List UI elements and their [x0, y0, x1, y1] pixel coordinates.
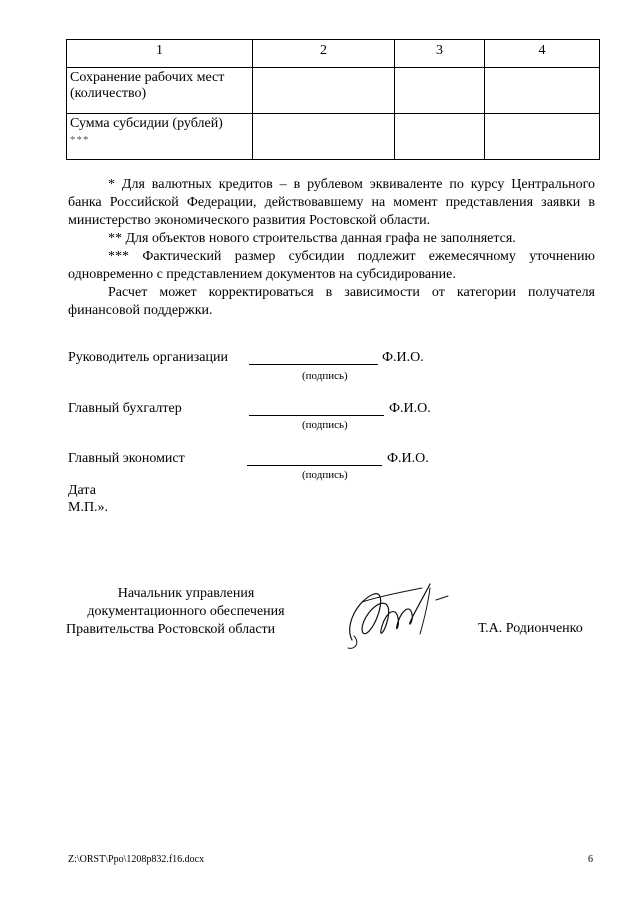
- footnote-1: * Для валютных кредитов – в рублевом эквиваленте по курсу Центрального банка Российской Федерации, действовавшему на момент представления заявки в министерство экономического развития Ростовской области.: [68, 177, 595, 228]
- table-header-row: [67, 40, 600, 68]
- table-header-cell: 2: [253, 40, 395, 68]
- signature-role: Руководитель организации: [68, 350, 228, 365]
- signature-line: [247, 465, 382, 466]
- date-label: Дата: [68, 483, 96, 498]
- table-cell: [485, 68, 600, 114]
- signature-role: Главный экономист: [68, 451, 185, 466]
- table-cell: [253, 68, 395, 114]
- footnote-2: ** Для объектов нового строительства данная графа не заполняется.: [108, 231, 516, 246]
- signature-block-director: [0, 350, 640, 384]
- table-cell: [395, 114, 485, 160]
- footnotes: [68, 176, 595, 320]
- signature-line: [249, 364, 378, 365]
- table-header-cell: 4: [485, 40, 600, 68]
- signature-block-accountant: [0, 401, 640, 435]
- signature-fio: Ф.И.О.: [387, 451, 429, 466]
- footnote-4: Расчет может корректироваться в зависимости от категории получателя финансовой поддержки.: [68, 285, 595, 318]
- table-header-cell: 3: [395, 40, 485, 68]
- signature-fio: Ф.И.О.: [389, 401, 431, 416]
- row-label-cell: [67, 68, 253, 114]
- table-cell: [485, 114, 600, 160]
- chief-title-line-1: Начальник управления: [117, 586, 255, 601]
- signature-caption: (подпись): [302, 370, 348, 382]
- signature-fio: Ф.И.О.: [382, 350, 424, 365]
- signature-line: [249, 415, 384, 416]
- chief-title-line-3: Правительства Ростовской области: [66, 622, 276, 637]
- subsidy-table: [66, 39, 600, 160]
- handwritten-signature: [340, 570, 455, 655]
- table-row: [67, 68, 600, 114]
- chief-title-line-2: документационного обеспечения: [87, 604, 285, 619]
- row-footnote-mark: ***: [70, 134, 90, 146]
- row-label: Сохранение рабочих мест (количество): [70, 70, 225, 101]
- chief-block: [66, 585, 306, 639]
- row-label-cell: [67, 114, 253, 160]
- stamp-label: М.П.».: [68, 500, 109, 515]
- footer-file-path: Z:\ORST\Ppo\1208p832.f16.docx: [68, 854, 205, 865]
- table-header-cell: 1: [67, 40, 253, 68]
- row-label: Сумма субсидии (рублей): [70, 116, 223, 131]
- signature-role: Главный бухгалтер: [68, 401, 182, 416]
- table-row: [67, 114, 600, 160]
- chief-name: Т.А. Родионченко: [478, 621, 583, 636]
- signature-block-economist: [0, 451, 640, 485]
- signature-caption: (подпись): [302, 469, 348, 481]
- footnote-3: *** Фактический размер субсидии подлежит ежемесячному уточнению одновременно с представлением документов на субсидирование.: [68, 249, 595, 282]
- table-cell: [395, 68, 485, 114]
- table-cell: [253, 114, 395, 160]
- page-number: 6: [588, 854, 593, 865]
- signature-caption: (подпись): [302, 419, 348, 431]
